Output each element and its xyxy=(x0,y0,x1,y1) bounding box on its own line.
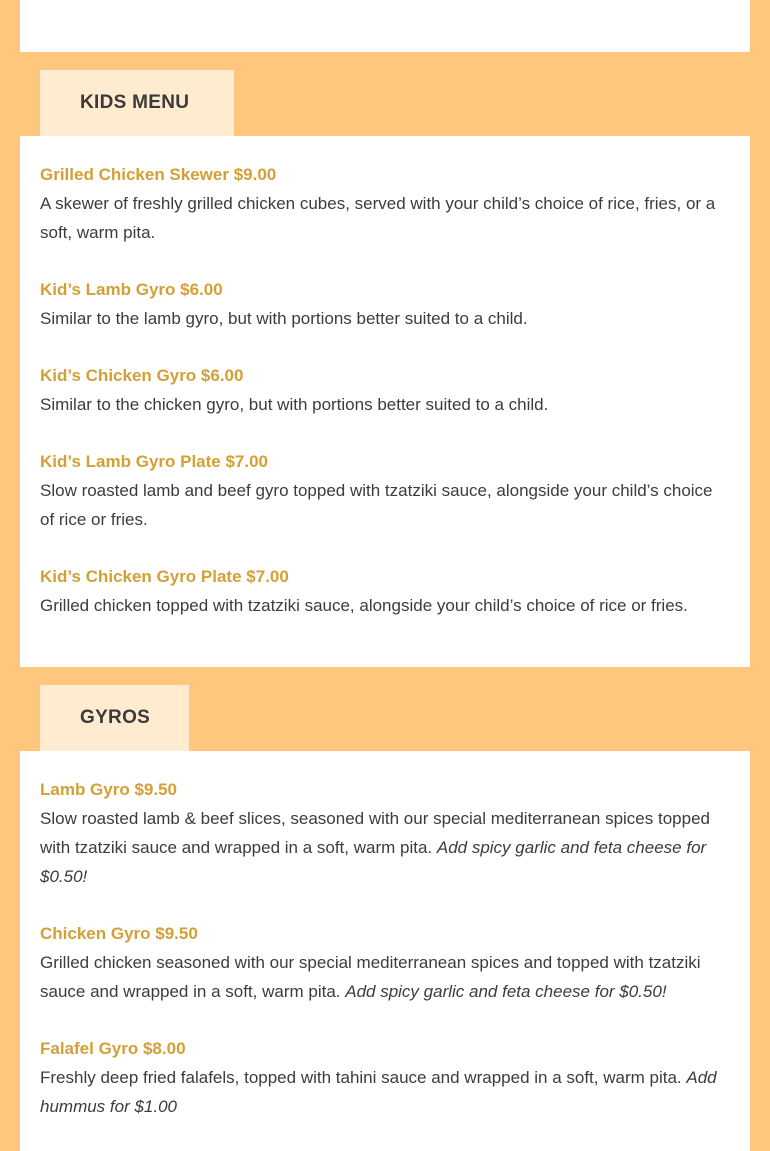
section-tab-gyros[interactable] xyxy=(40,685,189,751)
menu-item-kids-chicken-gyro xyxy=(40,361,730,419)
menu-item-kids-lamb-gyro xyxy=(40,275,730,333)
menu-item-description: Slow roasted lamb and beef gyro topped with tzatziki sauce, alongside your child’s choice of rice or fries. xyxy=(40,481,713,529)
menu-item-title: Falafel Gyro $8.00 xyxy=(40,1039,186,1058)
menu-item-title: Grilled Chicken Skewer $9.00 xyxy=(40,165,277,184)
addon-text: Add spicy garlic and feta cheese for $0.50! xyxy=(345,982,667,1001)
description-text: Slow roasted lamb & beef slices, seasoned with our special mediterranean spices topped with tzatziki sauce and wrapped in a soft, warm pita. xyxy=(40,809,710,857)
section-tab-kids-menu[interactable] xyxy=(40,70,234,136)
menu-item-title: Kid’s Lamb Gyro Plate $7.00 xyxy=(40,452,269,471)
description-text: Freshly deep fried falafels, topped with tahini sauce and wrapped in a soft, warm pita. xyxy=(40,1068,687,1087)
menu-item-title: Kid’s Lamb Gyro $6.00 xyxy=(40,280,223,299)
section-heading: GYROS xyxy=(80,707,151,728)
menu-item-falafel-gyro xyxy=(40,1034,730,1121)
menu-item-description: A skewer of freshly grilled chicken cubes, served with your child’s choice of rice, fries, or a soft, warm pita. xyxy=(40,194,716,242)
menu-item-lamb-gyro xyxy=(40,775,730,891)
previous-section-panel xyxy=(20,0,750,52)
gyros-panel xyxy=(20,751,750,1151)
menu-item-kids-chicken-gyro-plate xyxy=(40,562,730,620)
addon-text: Add hummus for $1.00 xyxy=(40,1068,717,1116)
menu-item-title: Kid’s Chicken Gyro Plate $7.00 xyxy=(40,567,289,586)
menu-item-title: Lamb Gyro $9.50 xyxy=(40,780,178,799)
addon-text: Add spicy garlic and feta cheese for $0.50! xyxy=(40,838,707,886)
menu-item-description xyxy=(40,948,730,1006)
menu-item-description xyxy=(40,1063,730,1121)
menu-item-description: Similar to the chicken gyro, but with portions better suited to a child. xyxy=(40,395,549,414)
kids-menu-panel xyxy=(20,136,750,667)
menu-item-description xyxy=(40,804,730,891)
menu-item-description: Grilled chicken topped with tzatziki sauce, alongside your child’s choice of rice or fries. xyxy=(40,596,688,615)
section-heading: KIDS MENU xyxy=(80,92,190,113)
menu-item-grilled-chicken-skewer xyxy=(40,160,730,247)
menu-item-description: Similar to the lamb gyro, but with portions better suited to a child. xyxy=(40,309,528,328)
menu-item-title: Chicken Gyro $9.50 xyxy=(40,924,198,943)
menu-item-chicken-gyro xyxy=(40,919,730,1006)
menu-item-title: Kid’s Chicken Gyro $6.00 xyxy=(40,366,244,385)
description-text: Grilled chicken seasoned with our special mediterranean spices and topped with tzatziki sauce and wrapped in a soft, warm pita. xyxy=(40,953,701,1001)
menu-item-kids-lamb-gyro-plate xyxy=(40,447,730,534)
